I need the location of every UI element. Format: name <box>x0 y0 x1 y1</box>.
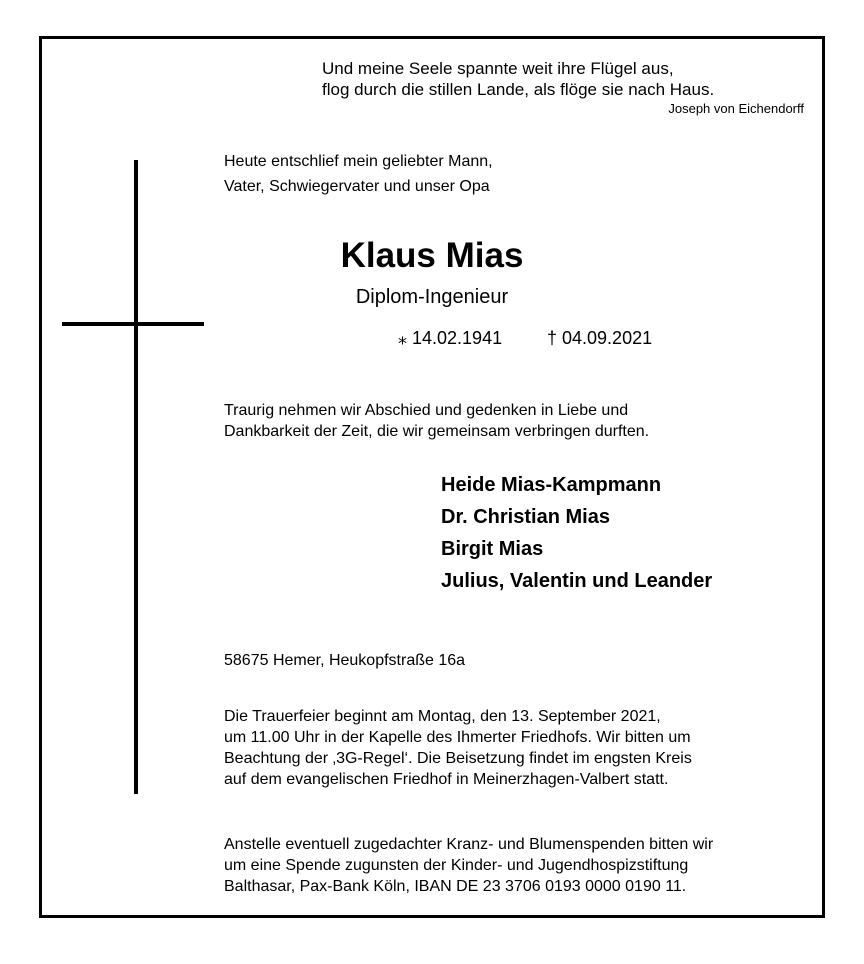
ceremony-line-1: Die Trauerfeier beginnt am Montag, den 13. September 2021, <box>224 708 661 725</box>
quote-line-1: Und meine Seele spannte weit ihre Flügel aus, <box>322 59 674 78</box>
mourner-name: Dr. Christian Mias <box>441 506 610 528</box>
birth-date: ⁎ 14.02.1941 <box>398 328 503 348</box>
ceremony-line-2: um 11.00 Uhr in der Kapelle des Ihmerter Friedhofs. Wir bitten um <box>224 729 691 746</box>
mourner-name: Heide Mias-Kampmann <box>441 474 662 496</box>
intro-line-2: Vater, Schwiegervater und unser Opa <box>224 178 490 195</box>
intro-line-1: Heute entschlief mein geliebter Mann, <box>224 153 493 170</box>
deceased-title: Diplom-Ingenieur <box>355 286 509 308</box>
quote-line-2: flog durch die stillen Lande, als flöge sie nach Haus. <box>322 80 715 99</box>
death-date: † 04.09.2021 <box>547 328 653 348</box>
address: 58675 Hemer, Heukopfstraße 16a <box>224 652 466 669</box>
donation-line-2: um eine Spende zugunsten der Kinder- und Jugendhospizstiftung <box>224 857 689 874</box>
ceremony-line-3: Beachtung der ‚3G-Regel‘. Die Beisetzung findet im engsten Kreis <box>224 750 692 767</box>
mourning-line-2: Dankbarkeit der Zeit, die wir gemeinsam verbringen durften. <box>224 423 650 440</box>
donation-line-3: Balthasar, Pax-Bank Köln, IBAN DE 23 3706 0193 0000 0190 11. <box>224 878 687 895</box>
donation-line-1: Anstelle eventuell zugedachter Kranz- und Blumenspenden bitten wir <box>224 836 714 853</box>
quote-author: Joseph von Eichendorff <box>668 101 804 116</box>
mourner-name: Julius, Valentin und Leander <box>441 570 713 592</box>
deceased-name: Klaus Mias <box>340 236 524 275</box>
mourning-line-1: Traurig nehmen wir Abschied und gedenken in Liebe und <box>224 402 629 419</box>
mourner-name: Birgit Mias <box>441 538 544 560</box>
cross-horizontal-bar <box>62 322 204 326</box>
ceremony-line-4: auf dem evangelischen Friedhof in Meinerzhagen-Valbert statt. <box>224 771 669 788</box>
